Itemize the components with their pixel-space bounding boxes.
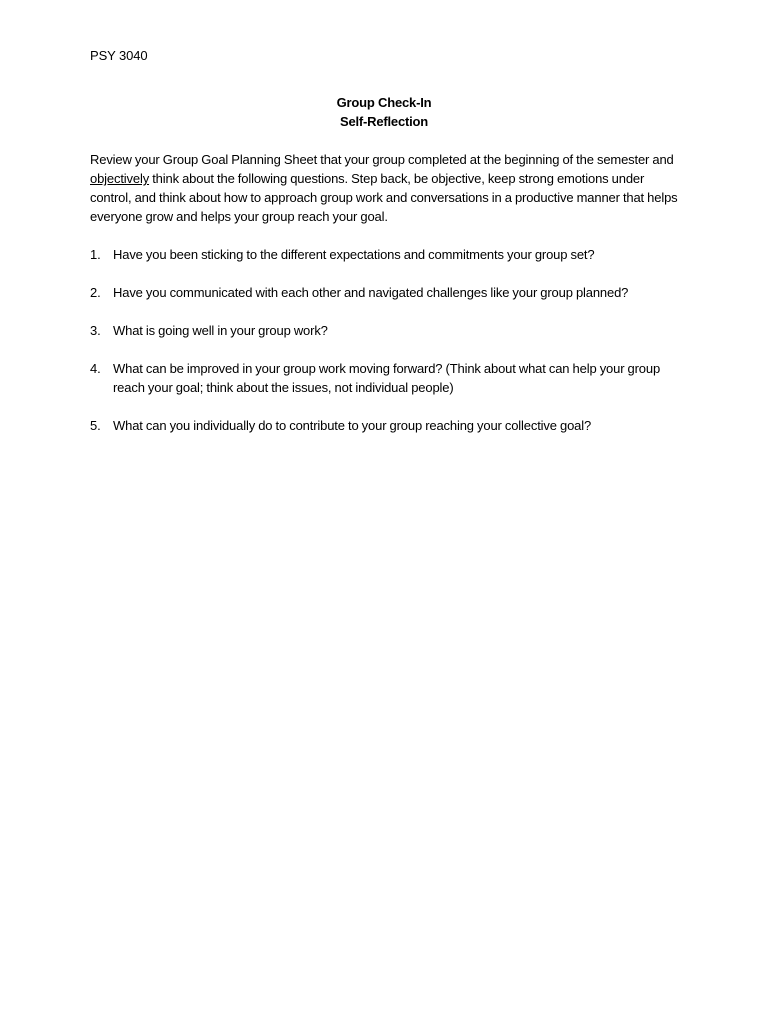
title-line-2: Self-Reflection [339,114,428,129]
question-text: What is going well in your group work? [113,323,328,338]
question-number: 4. [90,361,101,376]
question-number: 5. [90,418,101,433]
intro-text-end: think about the following questions. Step back, be objective, keep strong emotions under control, and think about how to approach group work and conversations in a productive manner that helps everyone grow and helps your group reach your goal. [90,171,678,224]
question-text: Have you been sticking to the different expectations and commitments your group set? [113,247,595,262]
intro-underlined-word: objectively [90,171,150,186]
question-text: Have you communicated with each other and navigated challenges like your group planned? [113,285,629,300]
question-text: What can be improved in your group work moving forward? (Think about what can help your group reach your goal; think about the issues, not individual people) [113,361,661,395]
intro-text-start: Review your Group Goal Planning Sheet that your group completed at the beginning of the semester and [90,152,674,167]
question-item [90,416,690,435]
question-item [90,359,690,397]
title-line-1: Group Check-In [336,95,432,110]
document-title [0,93,768,131]
question-item [90,283,690,302]
intro-paragraph [90,150,682,226]
question-number: 2. [90,285,101,300]
question-text: What can you individually do to contribute to your group reaching your collective goal? [113,418,592,433]
question-item [90,245,690,264]
course-code: PSY 3040 [90,48,148,63]
question-number: 3. [90,323,101,338]
question-item [90,321,690,340]
question-list [90,245,690,454]
question-number: 1. [90,247,101,262]
